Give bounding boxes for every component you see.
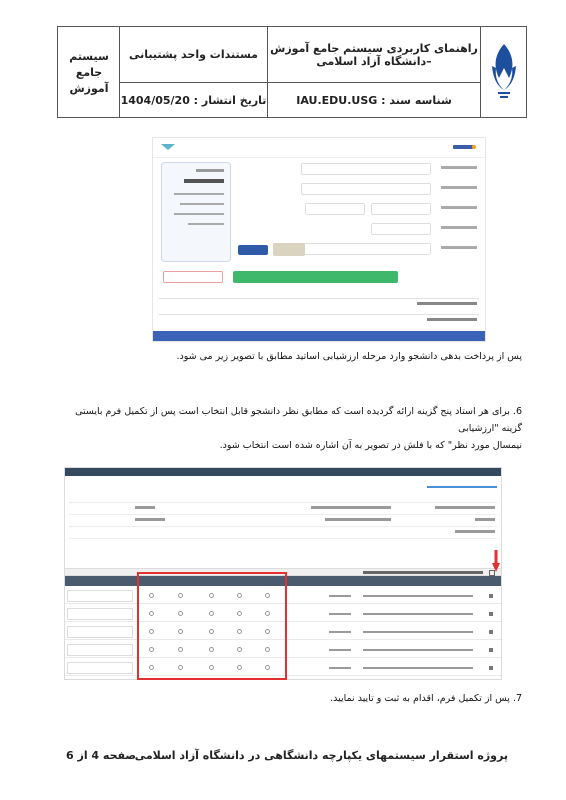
info-field-3 [455,530,495,533]
info-field-4 [325,506,365,509]
expiry-month-input[interactable] [371,203,431,215]
question-category [329,631,351,633]
row-number [489,612,493,616]
question-text [363,649,473,651]
publish-date: تاریخ انتشار : 1404/05/20 [119,83,267,118]
question-text [363,667,473,669]
cvv2-row [237,182,477,198]
guide-link-2[interactable] [427,318,477,321]
question-text [363,595,473,597]
card-number-row [237,162,477,178]
info-divider-4 [69,538,497,539]
pay-button[interactable] [233,271,398,283]
question-category [329,595,351,597]
footer-project-title: پروژه استقرار سیستمهای یکپارچه دانشگاهی در دانشگاه آزاد اسلامی [134,749,508,762]
info-value-4 [135,518,165,521]
summary-title [196,169,224,172]
expiry-row [237,202,477,218]
cvv2-label [441,186,477,189]
rating-options-highlight [137,572,287,680]
document-id: شناسه سند : IAU.EDU.USG [267,83,480,118]
paragraph-payment-note: پس از پرداخت بدهی دانشجو وارد مرحله ارزشیابی اساتید مطابق با تصویر زیر می شود. [176,351,522,362]
question-category [329,649,351,651]
info-field-1 [435,506,495,509]
gateway-footer-bar [153,331,485,341]
student-info-block [65,494,501,548]
info-value-3 [135,506,155,509]
system-name [58,27,120,118]
captcha-image [273,243,305,256]
info-value-2 [361,518,391,521]
card-number-label [441,166,477,169]
evaluation-header-bar [65,468,501,476]
comment-input[interactable] [67,662,133,674]
semester-evaluation-label [363,571,483,574]
gateway-top-bar [153,138,485,158]
support-docs-label: مستندات واحد پشتیبانی [119,27,267,83]
system-name-line1: سیستم [69,49,109,63]
question-category [329,613,351,615]
security-code-input[interactable] [371,223,431,235]
comment-input[interactable] [67,626,133,638]
question-text [363,631,473,633]
gateway-logo-icon [451,142,477,152]
expiry-year-input[interactable] [305,203,365,215]
info-field-5 [325,518,365,521]
paragraph-step-6 [52,403,522,454]
comment-input[interactable] [67,644,133,656]
summary-line-4 [188,223,224,225]
comment-input[interactable] [67,590,133,602]
evaluation-form-screenshot [64,467,502,680]
payment-page-screenshot [152,137,486,342]
comment-input[interactable] [67,608,133,620]
summary-line-1 [174,193,224,195]
request-otp-button[interactable] [238,245,268,255]
summary-line-3 [174,213,224,215]
summary-amount [184,179,224,183]
system-name-line3: آموزش [69,81,109,95]
otp-label [441,246,477,249]
question-text [363,613,473,615]
security-code-label [441,226,477,229]
document-title: راهنمای کاربردی سیستم جامع آموزش –دانشگاه آزاد اسلامی [267,27,480,83]
bank-logo-icon [159,142,177,152]
guide-link-1[interactable] [417,302,477,305]
row-number [489,666,493,670]
divider-2 [159,314,479,315]
footer-page-number: صفحه 4 از 6 [66,749,137,762]
iau-logo-icon [487,38,521,108]
payment-summary-panel [161,162,231,262]
evaluation-tab[interactable] [427,478,497,488]
paragraph-step-7: 7. پس از تکمیل فرم، اقدام به ثبت و تایید نمایید. [330,693,522,704]
otp-input[interactable] [301,243,431,255]
system-name-line2: جامع [75,65,103,79]
red-arrow-icon [492,550,500,572]
row-number [489,630,493,634]
university-logo [480,27,526,118]
cancel-button[interactable] [163,271,223,283]
document-header [57,26,527,118]
info-field-2 [475,518,495,521]
paragraph-step-6-line2: نیمسال مورد نظر" که با فلش در تصویر به آن اشاره شده است انتخاب شود. [219,440,522,451]
row-number [489,594,493,598]
security-code-row [237,222,477,238]
card-number-input[interactable] [301,163,431,175]
info-divider-2 [69,514,497,515]
info-divider-3 [69,526,497,527]
info-divider-1 [69,502,497,503]
paragraph-step-6-line1: 6. برای هر استاد پنج گزینه ارائه گردیده است که مطابق نظر دانشجو قابل انتخاب است پس از تکمیل فرم بایستی گزینه "ارزشیابی [75,406,522,434]
divider-1 [159,298,479,299]
row-number [489,648,493,652]
cvv2-input[interactable] [301,183,431,195]
summary-line-2 [180,203,224,205]
question-category [329,667,351,669]
expiry-label [441,206,477,209]
